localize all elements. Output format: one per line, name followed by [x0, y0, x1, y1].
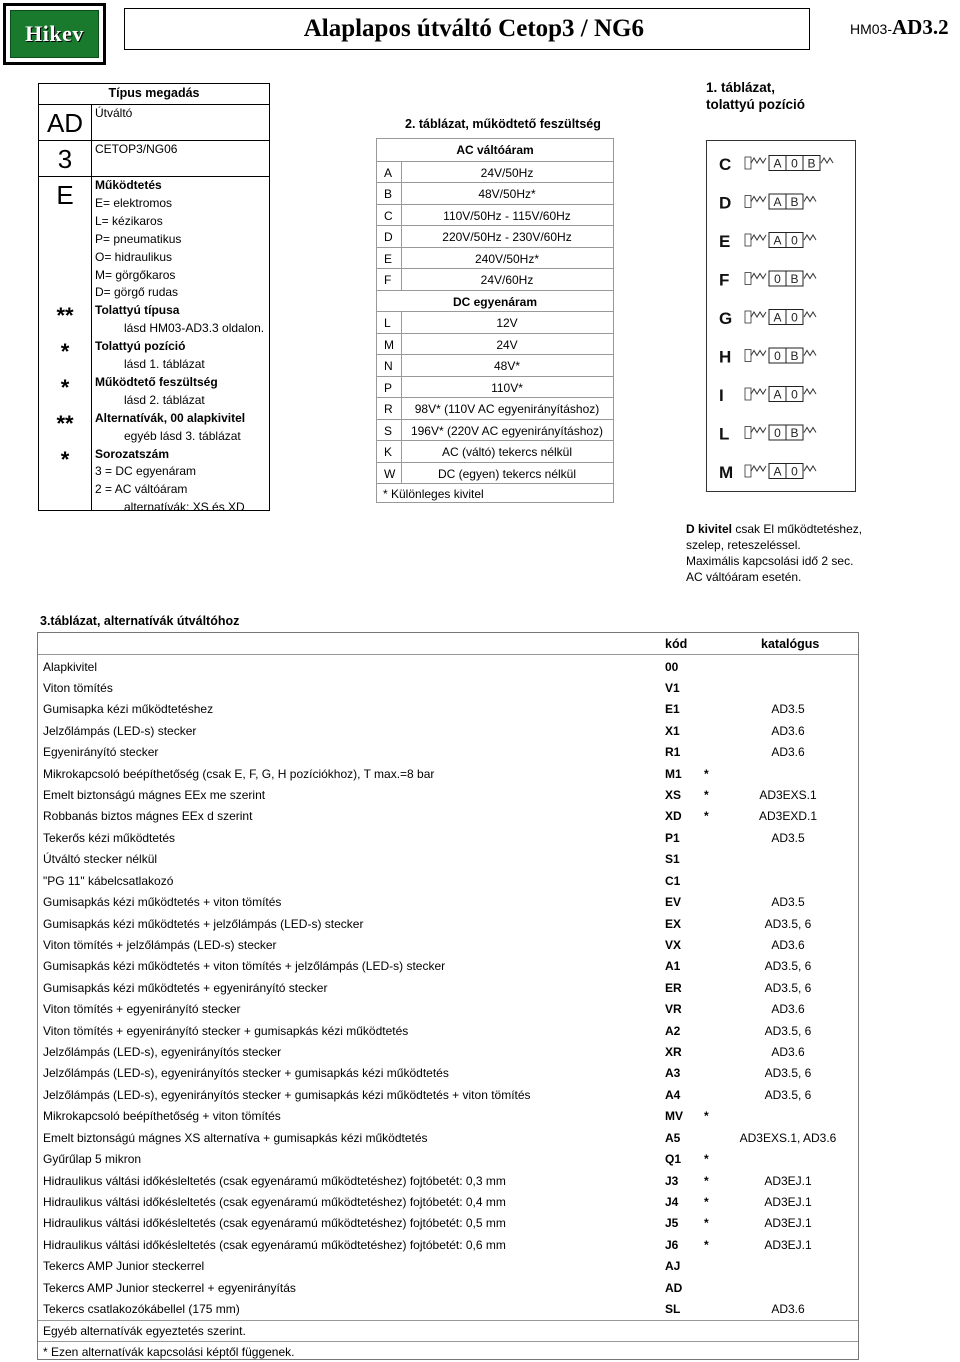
box-label: B [807, 156, 816, 171]
code-cell: M1 [665, 766, 682, 781]
logo [3, 3, 106, 65]
code-cell: XR [665, 1045, 682, 1060]
position-letter: C [719, 155, 732, 174]
table2-footnote: * Különleges kivitel [383, 487, 484, 501]
type-symbol: * [60, 446, 70, 472]
voltage-code: B [384, 187, 393, 201]
note-line2: szelep, reteszeléssel. [686, 538, 801, 552]
logo-text: Hikev [25, 21, 84, 46]
table-row [37, 1020, 859, 1041]
divider [377, 483, 613, 484]
voltage-value: DC (egyen) tekercs nélkül [437, 466, 577, 481]
catalog-cell: AD3.6 [771, 1045, 805, 1060]
description-cell: Viton tömítés + jelzőlámpás (LED-s) stecker [43, 937, 277, 952]
section-header: AC váltóáram [456, 143, 534, 157]
catalog-cell: AD3.5, 6 [764, 1087, 812, 1102]
document-code [850, 15, 949, 40]
description-cell: Alapkivitel [43, 659, 98, 674]
voltage-code: D [384, 230, 393, 244]
voltage-row [377, 161, 613, 184]
code-cell: AJ [665, 1259, 681, 1274]
voltage-value: 24V [496, 337, 518, 352]
box-label: A [773, 156, 782, 171]
code-cell: A2 [665, 1023, 681, 1038]
code-cell: VR [665, 1002, 682, 1017]
table-row [37, 656, 859, 677]
code-cell: SL [665, 1302, 681, 1317]
description-cell: Gumisapka kézi működtetéshez [43, 702, 214, 717]
description-cell: Viton tömítés + egyenirányító stecker [43, 1002, 241, 1017]
box-label: B [790, 426, 799, 440]
spool-position-G [719, 309, 816, 328]
table-row [37, 763, 859, 784]
box-label: B [790, 349, 799, 363]
position-letter: F [719, 270, 730, 290]
description-cell: Jelzőlámpás (LED-s), egyenirányítós stecker [43, 1045, 282, 1060]
voltage-value: 24V/60Hz [480, 273, 534, 287]
catalog-cell: AD3.6 [771, 1002, 805, 1017]
type-line: P= pneumatikus [95, 231, 182, 246]
description-cell: Gumisapkás kézi működtetés + viton tömítés [43, 895, 282, 910]
voltage-code: L [384, 316, 391, 330]
voltage-row [377, 247, 613, 270]
type-line: Sorozatszám [95, 446, 170, 461]
description-cell: Mikrokapcsoló beépíthetőség + viton tömítés [43, 1109, 281, 1124]
description-cell: * Ezen alternatívák kapcsolási képtől függenek. [43, 1344, 295, 1359]
voltage-row [377, 376, 613, 399]
code-cell: X1 [665, 723, 680, 738]
box-label: 0 [791, 233, 798, 248]
voltage-row [377, 225, 613, 248]
voltage-value: 48V* [493, 359, 521, 373]
type-line: alternatívák: XS és XD [124, 500, 245, 515]
type-symbol: E [56, 180, 74, 210]
voltage-row [377, 268, 613, 291]
description-cell: Tekercs AMP Junior steckerrel + egyenirányítás [43, 1280, 296, 1295]
note-star: * [704, 1109, 709, 1124]
type-line: lásd 2. táblázat [124, 392, 205, 407]
table1-note [686, 521, 862, 585]
table-row [37, 913, 859, 934]
table-row [37, 741, 859, 762]
box-label: 0 [774, 349, 781, 363]
type-symbol: * [60, 339, 70, 365]
box-label: A [773, 310, 782, 325]
voltage-row [377, 311, 613, 334]
description-cell: Viton tömítés + egyenirányító stecker + gumisapkás kézi működtetés [43, 1023, 409, 1038]
note-star: * [704, 1237, 709, 1252]
table-row [37, 1041, 859, 1062]
divider [401, 161, 402, 290]
table-row [37, 934, 859, 955]
note-line4: AC váltóáram esetén. [686, 570, 802, 584]
table1-title-line1: 1. táblázat, [706, 80, 776, 95]
table-row [37, 1341, 859, 1362]
spool-position-E [719, 232, 816, 251]
description-cell: Jelzőlámpás (LED-s) stecker [43, 723, 197, 738]
code-cell: ER [665, 980, 682, 995]
description-cell: Útváltó stecker nélkül [43, 852, 158, 867]
type-line: L= kézikaros [95, 213, 163, 228]
description-cell: Jelzőlámpás (LED-s), egyenirányítós stecker + gumisapkás kézi működtetés + viton tömítés [43, 1087, 531, 1102]
catalog-cell: AD3.5 [771, 830, 805, 845]
code-cell: C1 [665, 873, 681, 888]
note-line1: csak El működtetéshez, [732, 522, 863, 536]
description-cell: Hidraulikus váltási időkésleltetés (csak egyenáramú működtetéshez) fojtóbetét: 0,4 mm [43, 1195, 506, 1209]
voltage-code: K [384, 445, 393, 459]
table-row [37, 827, 859, 848]
catalog-cell: AD3EJ.1 [764, 1237, 812, 1252]
code-cell: XD [665, 809, 682, 824]
table-row [37, 1298, 859, 1319]
type-symbol: AD [46, 108, 84, 138]
note-bold: D kivitel [686, 522, 733, 536]
type-line: Működtetés [95, 178, 162, 192]
note-star: * [704, 766, 709, 781]
table-row [37, 1191, 859, 1212]
box-label: A [773, 233, 782, 248]
description-cell: Hidraulikus váltási időkésleltetés (csak egyenáramú működtetéshez) fojtóbetét: 0,3 mm [43, 1173, 506, 1188]
table-row [37, 1234, 859, 1255]
spool-position-diagram [706, 140, 856, 492]
description-cell: Hidraulikus váltási időkésleltetés (csak egyenáramú működtetéshez) fojtóbetét: 0,6 mm [43, 1237, 506, 1252]
voltage-value: 196V* (220V AC egyenirányításhoz) [410, 423, 604, 438]
voltage-value: 12V [496, 316, 518, 330]
catalog-cell: AD3EXS.1 [759, 788, 817, 803]
spool-position-C [719, 155, 833, 174]
divider [39, 104, 269, 105]
catalog-cell: AD3.5 [771, 895, 805, 910]
type-line: E= elektromos [95, 195, 173, 210]
type-symbol: 3 [57, 144, 73, 174]
code-cell: E1 [665, 702, 680, 717]
spool-position-H [719, 348, 816, 367]
code-cell: A5 [665, 1130, 681, 1145]
position-letter: M [719, 463, 734, 482]
table-row [37, 1105, 859, 1126]
code-cell: V1 [665, 680, 680, 695]
voltage-row [377, 182, 613, 205]
position-letter: E [719, 232, 731, 251]
table-row [37, 698, 859, 719]
section-header: DC egyenáram [452, 294, 538, 309]
table-row [37, 1127, 859, 1148]
note-star: * [704, 1152, 709, 1167]
voltage-value: 110V* [491, 380, 523, 395]
type-line: lásd HM03-AD3.3 oldalon. [124, 321, 265, 336]
box-label: 0 [774, 272, 781, 286]
box-label: A [773, 195, 782, 209]
note-star: * [704, 809, 709, 824]
table2-title: 2. táblázat, működtető feszültség [405, 117, 601, 131]
catalog-cell: AD3.6 [771, 937, 805, 952]
divider [401, 311, 402, 483]
spool-position-I [719, 386, 816, 405]
voltage-code: F [384, 273, 392, 287]
box-label: B [790, 195, 799, 209]
code-cell: EV [665, 895, 682, 910]
type-line: lásd 1. táblázat [124, 357, 205, 371]
spool-position-L [719, 425, 816, 444]
voltage-code: S [384, 423, 393, 438]
note-star: * [704, 1216, 709, 1231]
catalog-cell: AD3.6 [771, 723, 805, 738]
catalog-cell: AD3.5, 6 [764, 1066, 812, 1081]
description-cell: Emelt biztonságú mágnes XS alternatíva + gumisapkás kézi működtetés [43, 1130, 428, 1145]
catalog-cell: AD3.5 [771, 702, 805, 717]
type-table-heading: Típus megadás [108, 86, 200, 100]
table-row [37, 1084, 859, 1105]
type-line: Működtető feszültség [95, 374, 218, 389]
type-table [38, 83, 270, 515]
voltage-row [377, 440, 613, 463]
code-cell: Q1 [665, 1152, 682, 1167]
voltage-code: E [384, 251, 393, 266]
description-cell: Tekercs csatlakozókábellel (175 mm) [43, 1302, 240, 1317]
table-row [37, 1212, 859, 1233]
voltage-row [377, 397, 613, 420]
code-cell: P1 [665, 830, 680, 845]
code-prefix: HM03- [850, 21, 893, 37]
divider [91, 104, 92, 510]
voltage-value: 220V/50Hz - 230V/60Hz [442, 230, 572, 244]
description-cell: Gyűrűlap 5 mikron [43, 1152, 142, 1167]
box-label: 0 [791, 310, 798, 325]
position-letter: D [719, 193, 732, 213]
type-line: D= görgő rudas [95, 285, 179, 300]
description-cell: "PG 11" kábelcsatlakozó [43, 873, 174, 888]
type-line: Útváltó [95, 106, 133, 120]
description-cell: Egyenirányító stecker [43, 745, 159, 760]
type-line: Alternatívák, 00 alapkivitel [95, 410, 246, 425]
voltage-value: AC (váltó) tekercs nélkül [441, 445, 573, 459]
box-label: A [773, 387, 782, 402]
code-cell: J4 [665, 1195, 679, 1209]
catalog-cell: AD3.6 [771, 745, 805, 760]
description-cell: Tekerős kézi működtetés [43, 830, 176, 845]
table-row [37, 720, 859, 741]
table-row [37, 1170, 859, 1191]
catalog-cell: AD3EJ.1 [764, 1173, 812, 1188]
col-catalog-header: katalógus [761, 637, 820, 651]
table1-title [706, 79, 805, 113]
description-cell: Egyéb alternatívák egyeztetés szerint. [43, 1323, 246, 1338]
catalog-cell: AD3EXS.1, AD3.6 [739, 1130, 837, 1145]
divider [39, 140, 269, 141]
code-cell: A3 [665, 1066, 681, 1081]
voltage-code: R [384, 402, 393, 416]
code-cell: AD [665, 1280, 683, 1295]
description-cell: Robbanás biztos mágnes EEx d szerint [43, 809, 253, 824]
table3-title: 3.táblázat, alternatívák útváltóhoz [40, 614, 240, 628]
table-row [37, 891, 859, 912]
box-label: 0 [791, 464, 798, 479]
code-cell: J6 [665, 1237, 679, 1252]
voltage-code: N [384, 359, 393, 373]
code-cell: J5 [665, 1216, 679, 1231]
voltage-code: P [384, 380, 393, 395]
catalog-cell: AD3.6 [771, 1302, 805, 1317]
spool-position-M [719, 463, 816, 482]
voltage-value: 48V/50Hz* [478, 187, 536, 201]
table-row [37, 1255, 859, 1276]
voltage-row [377, 204, 613, 227]
table-row [37, 1320, 859, 1341]
type-symbol: * [60, 374, 70, 400]
code-cell: EX [665, 916, 682, 931]
box-label: 0 [791, 156, 798, 171]
table-row [37, 998, 859, 1019]
spool-position-F [719, 271, 816, 290]
table2 [376, 138, 614, 503]
col-code-header: kód [665, 637, 688, 651]
spool-position-D [719, 194, 816, 213]
description-cell: Jelzőlámpás (LED-s), egyenirányítós stecker + gumisapkás kézi működtetés [43, 1066, 449, 1081]
table-row [37, 955, 859, 976]
voltage-row [377, 354, 613, 377]
table-row [37, 1277, 859, 1298]
code-cell: XS [665, 788, 682, 803]
note-star: * [704, 1195, 709, 1209]
voltage-code: A [384, 165, 393, 180]
description-cell: Gumisapkás kézi működtetés + jelzőlámpás (LED-s) stecker [43, 916, 364, 931]
type-symbol: ** [56, 303, 74, 329]
code-cell: VX [665, 937, 682, 952]
note-line3: Maximális kapcsolási idő 2 sec. [686, 554, 854, 568]
table-row [37, 848, 859, 869]
page-title: Alaplapos útváltó Cetop3 / NG6 [303, 15, 644, 42]
table-row [37, 784, 859, 805]
ac-header-row [377, 139, 613, 161]
type-line: 2 = AC váltóáram [95, 482, 188, 497]
description-cell: Tekercs AMP Junior steckerrel [43, 1259, 205, 1274]
description-cell: Hidraulikus váltási időkésleltetés (csak egyenáramú működtetéshez) fojtóbetét: 0,5 mm [43, 1216, 506, 1231]
note-star: * [704, 788, 709, 803]
divider [39, 176, 269, 177]
voltage-code: C [384, 208, 393, 223]
type-line: M= görgőkaros [95, 267, 176, 282]
type-line: 3 = DC egyenáram [95, 464, 197, 479]
catalog-cell: AD3.5, 6 [764, 959, 812, 974]
description-cell: Emelt biztonságú mágnes EEx me szerint [43, 788, 266, 803]
description-cell: Mikrokapcsoló beépíthetőség (csak E, F, G, H pozíciókhoz), T max.=8 bar [43, 766, 435, 781]
catalog-cell: AD3EJ.1 [764, 1195, 812, 1209]
box-label: 0 [791, 387, 798, 402]
dc-header-row [377, 290, 613, 313]
title-box [124, 8, 810, 50]
table-row [37, 677, 859, 698]
voltage-value: 240V/50Hz* [474, 251, 540, 266]
code-cell: J3 [665, 1173, 679, 1188]
position-letter: I [719, 386, 724, 405]
table-row [37, 1148, 859, 1169]
box-label: A [773, 464, 782, 479]
code-cell: A1 [665, 959, 681, 974]
table-row [37, 977, 859, 998]
code-main: AD3.2 [892, 15, 949, 39]
code-cell: 00 [665, 659, 679, 674]
spool-symbols-svg [707, 141, 855, 491]
table-row [37, 1062, 859, 1083]
position-letter: L [719, 424, 730, 444]
type-line: CETOP3/NG06 [95, 142, 178, 156]
voltage-value: 98V* (110V AC egyenirányításhoz) [414, 402, 600, 416]
type-symbol: ** [56, 410, 74, 436]
position-letter: H [719, 347, 732, 367]
description-cell: Gumisapkás kézi működtetés + viton tömítés + jelzőlámpás (LED-s) stecker [43, 959, 446, 974]
type-line: Tolattyú típusa [95, 303, 180, 318]
voltage-row [377, 419, 613, 442]
note-star: * [704, 1173, 709, 1188]
box-label: B [790, 272, 799, 286]
type-line: Tolattyú pozíció [95, 339, 186, 354]
voltage-row [377, 462, 613, 485]
table1-title-line2: tolattyú pozíció [706, 97, 805, 112]
description-cell: Viton tömítés [43, 680, 113, 695]
catalog-cell: AD3EXD.1 [758, 809, 818, 824]
table-row [37, 870, 859, 891]
catalog-cell: AD3EJ.1 [764, 1216, 812, 1231]
catalog-cell: AD3.5, 6 [764, 916, 812, 931]
type-line: egyéb lásd 3. táblázat [124, 428, 241, 443]
code-cell: A4 [665, 1087, 681, 1102]
catalog-cell: AD3.5, 6 [764, 980, 812, 995]
voltage-row [377, 333, 613, 356]
voltage-value: 110V/50Hz - 115V/60Hz [443, 208, 571, 223]
code-cell: MV [665, 1109, 683, 1124]
code-cell: S1 [665, 852, 680, 867]
code-cell: R1 [665, 745, 681, 760]
voltage-code: W [384, 466, 396, 481]
table-row [37, 805, 859, 826]
voltage-code: M [384, 337, 394, 352]
type-line: O= hidraulikus [95, 249, 173, 264]
description-cell: Gumisapkás kézi működtetés + egyenirányító stecker [43, 980, 328, 995]
box-label: 0 [774, 426, 781, 440]
position-letter: G [719, 309, 733, 328]
voltage-value: 24V/50Hz [480, 165, 534, 180]
catalog-cell: AD3.5, 6 [764, 1023, 812, 1038]
